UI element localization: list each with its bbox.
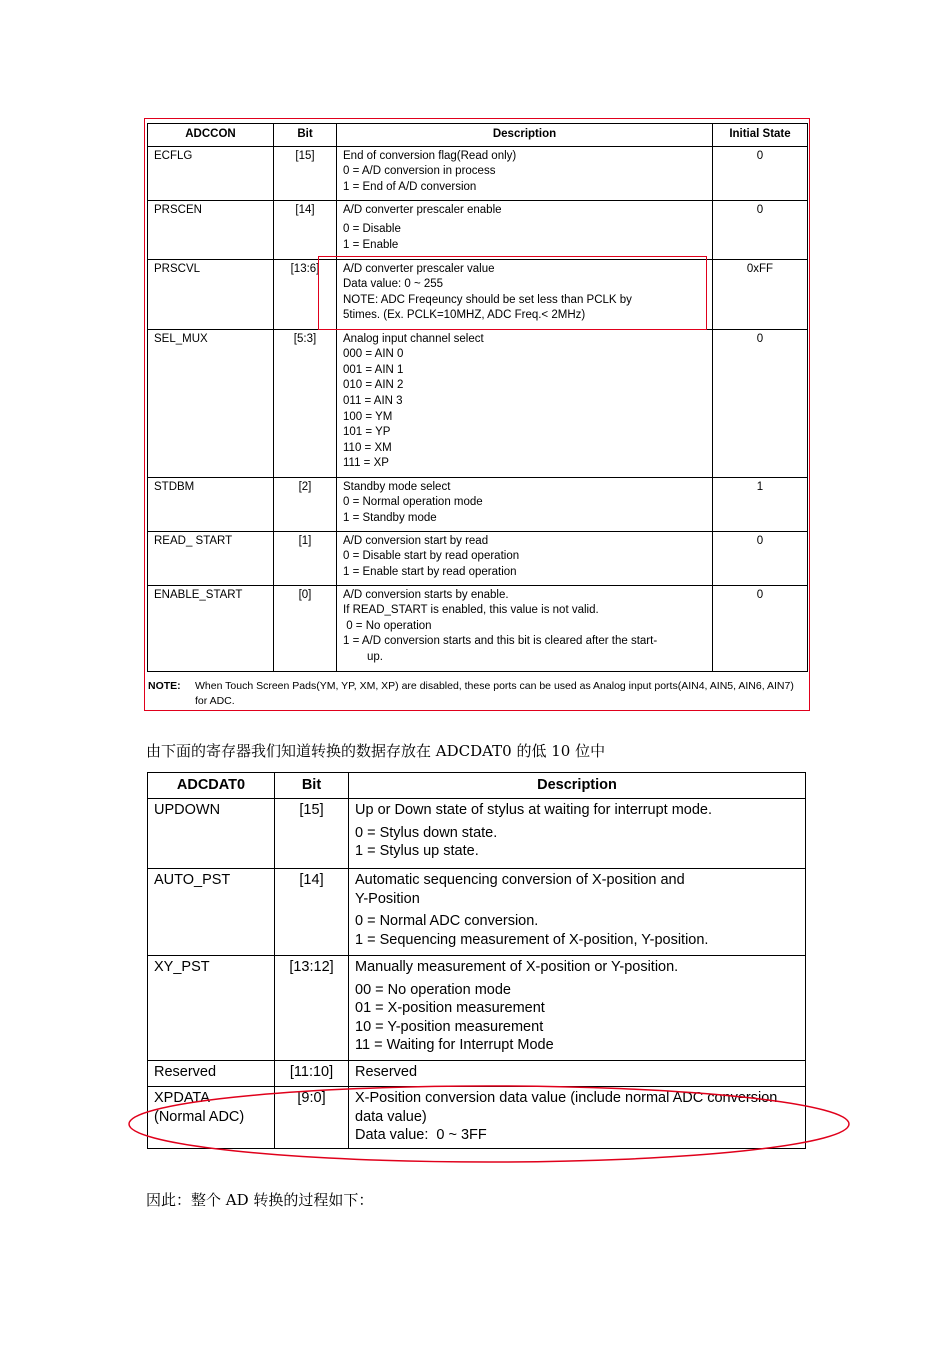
header-bit: Bit [275, 773, 349, 799]
desc-line: X-Position conversion data value (include normal ADC conversion [355, 1090, 778, 1106]
field-name: STDBM [148, 477, 274, 531]
table-row [148, 585, 808, 671]
table-row [148, 531, 808, 585]
field-description [337, 329, 713, 477]
field-name: Reserved [148, 1061, 275, 1087]
desc-line: 0 = Normal ADC conversion. [355, 913, 539, 929]
field-bit: [1] [274, 531, 337, 585]
field-description [349, 869, 806, 956]
adccon-register-table [147, 123, 808, 672]
field-description [349, 956, 806, 1061]
field-bit: [2] [274, 477, 337, 531]
desc-line: 00 = No operation mode [355, 981, 511, 998]
desc-line: 1 = A/D conversion starts and this bit is cleared after the start- [343, 635, 658, 648]
field-initial-state: 0xFF [713, 259, 808, 329]
desc-line: Data value: 0 ~ 3FF [355, 1127, 487, 1143]
desc-line: Up or Down state of stylus at waiting for interrupt mode. [355, 802, 713, 818]
field-description [349, 1061, 806, 1087]
desc-line: 1 = Enable [343, 238, 399, 251]
field-name [148, 1087, 275, 1149]
field-description [337, 200, 713, 259]
desc-line: 1 = Standby mode [343, 511, 437, 524]
body-paragraph: 由下面的寄存器我们知道转换的数据存放在 ADCDAT0 的低 10 位中 [146, 742, 606, 760]
desc-line: Data value: 0 ~ 255 [343, 278, 444, 291]
desc-line: 0 = Disable start by read operation [343, 550, 520, 563]
field-description [337, 259, 713, 329]
field-initial-state: 0 [713, 146, 808, 200]
desc-line: 0 = Normal operation mode [343, 496, 483, 509]
table-row [148, 146, 808, 200]
body-paragraph: 因此：整个 AD 转换的过程如下： [146, 1191, 374, 1209]
field-name: READ_ START [148, 531, 274, 585]
desc-line: A/D conversion start by read [343, 534, 489, 547]
desc-line: 011 = AIN 3 [343, 394, 403, 407]
note-text: When Touch Screen Pads(YM, YP, XM, XP) are disabled, these ports can be used as Analog input ports(AIN4, AIN5, AIN6, AIN7) for ADC. [195, 680, 794, 707]
desc-line: up. [367, 650, 383, 663]
field-name: AUTO_PST [148, 869, 275, 956]
field-bit: [11:10] [275, 1061, 349, 1087]
desc-line: Reserved [355, 1064, 418, 1080]
desc-line: A/D converter prescaler value [343, 262, 495, 275]
desc-line: Automatic sequencing conversion of X-position and [355, 872, 685, 888]
field-bit: [13:12] [275, 956, 349, 1061]
table-row [148, 1087, 806, 1149]
desc-line: A/D converter prescaler enable [343, 203, 502, 216]
field-name-line: (Normal ADC) [154, 1108, 245, 1125]
table-row [148, 1061, 806, 1087]
desc-line: 1 = End of A/D conversion [343, 180, 477, 193]
desc-line: Manually measurement of X-position or Y-position. [355, 959, 679, 975]
desc-line: End of conversion flag(Read only) [343, 149, 517, 162]
field-name: PRSCEN [148, 200, 274, 259]
desc-line: If READ_START is enabled, this value is not valid. [343, 604, 599, 617]
field-description [349, 1087, 806, 1149]
field-bit: [14] [274, 200, 337, 259]
desc-line: 0 = Stylus down state. [355, 824, 498, 841]
table-row [148, 477, 808, 531]
field-initial-state: 0 [713, 200, 808, 259]
field-bit: [15] [274, 146, 337, 200]
desc-line: A/D conversion starts by enable. [343, 588, 509, 601]
header-bit: Bit [274, 124, 337, 147]
desc-line: 1 = Enable start by read operation [343, 565, 517, 578]
desc-line: Analog input channel select [343, 332, 484, 345]
desc-line: NOTE: ADC Freqeuncy should be set less than PCLK by [343, 293, 632, 306]
desc-line: 1 = Sequencing measurement of X-position, Y-position. [355, 931, 709, 948]
desc-line: 000 = AIN 0 [343, 348, 404, 361]
header-adcdat0: ADCDAT0 [148, 773, 275, 799]
desc-line: 101 = YP [343, 426, 391, 439]
field-initial-state: 0 [713, 329, 808, 477]
desc-line: 0 = No operation [343, 619, 432, 632]
field-name: XY_PST [148, 956, 275, 1061]
field-description [337, 477, 713, 531]
table-row [148, 799, 806, 869]
table-row [148, 259, 808, 329]
field-bit: [14] [275, 869, 349, 956]
field-description [349, 799, 806, 869]
desc-line: 01 = X-position measurement [355, 1000, 545, 1016]
adcdat0-register-table [147, 772, 806, 1149]
desc-line: 111 = XP [343, 457, 389, 470]
desc-line: 001 = AIN 1 [343, 363, 404, 376]
field-initial-state: 1 [713, 477, 808, 531]
desc-line: 11 = Waiting for Interrupt Mode [355, 1037, 554, 1053]
header-description: Description [337, 124, 713, 147]
header-adccon: ADCCON [148, 124, 274, 147]
desc-line: Y-Position [355, 890, 420, 907]
desc-line: 0 = Disable [343, 223, 401, 236]
desc-line: 5times. (Ex. PCLK=10MHZ, ADC Freq.< 2MHz) [343, 309, 586, 322]
field-initial-state: 0 [713, 585, 808, 671]
table-row [148, 956, 806, 1061]
field-name: PRSCVL [148, 259, 274, 329]
desc-line: Standby mode select [343, 480, 451, 493]
desc-line: 110 = XM [343, 441, 392, 454]
table-header-row [148, 124, 808, 147]
table-row [148, 329, 808, 477]
field-name-line: XPDATA [154, 1090, 210, 1106]
field-name: SEL_MUX [148, 329, 274, 477]
header-initial-state: Initial State [713, 124, 808, 147]
field-bit: [15] [275, 799, 349, 869]
field-initial-state: 0 [713, 531, 808, 585]
table-row [148, 200, 808, 259]
field-description [337, 146, 713, 200]
table-header-row [148, 773, 806, 799]
field-name: ECFLG [148, 146, 274, 200]
desc-line: 100 = YM [343, 410, 393, 423]
desc-line: data value) [355, 1108, 427, 1125]
table-row [148, 869, 806, 956]
field-bit: [5:3] [274, 329, 337, 477]
desc-line: 010 = AIN 2 [343, 379, 404, 392]
field-bit: [0] [274, 585, 337, 671]
header-description: Description [349, 773, 806, 799]
field-description [337, 585, 713, 671]
field-bit: [13:6] [274, 259, 337, 329]
field-name: ENABLE_START [148, 585, 274, 671]
desc-line: 0 = A/D conversion in process [343, 165, 496, 178]
field-description [337, 531, 713, 585]
desc-line: 10 = Y-position measurement [355, 1018, 544, 1035]
field-name: UPDOWN [148, 799, 275, 869]
desc-line: 1 = Stylus up state. [355, 843, 479, 859]
field-bit: [9:0] [275, 1087, 349, 1149]
note-label: NOTE: [148, 680, 181, 692]
